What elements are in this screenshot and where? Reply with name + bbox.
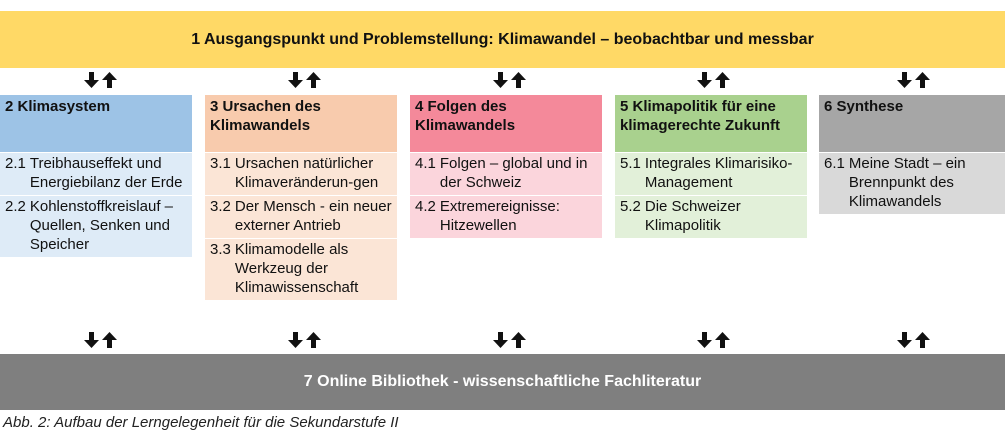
- topic-item: [205, 238, 397, 300]
- column-title: Folgen des Klimawandels: [415, 98, 516, 134]
- topic-text: Klimamodelle als Werkzeug der Klimawissenschaft: [234, 241, 359, 296]
- column-title: Klimasystem: [17, 98, 111, 115]
- topic-text: Kohlenstoffkreislauf – Quellen, Senken und Speicher: [29, 198, 174, 253]
- bottom-banner-label: 7 Online Bibliothek - wissenschaftliche Fachliteratur: [303, 373, 702, 390]
- topic-number: 5.1: [620, 155, 641, 172]
- topic-item: [615, 195, 807, 238]
- bottom-banner: [0, 354, 1005, 410]
- arrow-up-icon: [102, 332, 117, 348]
- column-number: 4: [415, 98, 428, 115]
- topic-number: 2.2: [5, 198, 26, 215]
- top-banner: [0, 11, 1005, 68]
- topic-number: 6.1: [824, 155, 845, 172]
- arrow-up-icon: [915, 332, 930, 348]
- topic-item: [410, 152, 602, 195]
- column-4: [410, 95, 602, 238]
- arrow-up-icon: [102, 72, 117, 88]
- arrow-up-icon: [715, 332, 730, 348]
- topic-number: 3.2: [210, 198, 231, 215]
- topic-number: 4.2: [415, 198, 436, 215]
- arrow-down-icon: [697, 332, 712, 348]
- arrow-down-icon: [84, 332, 99, 348]
- topic-text: Der Mensch - ein neuer externer Antrieb: [234, 198, 392, 234]
- column-number: 6: [824, 98, 837, 115]
- down-up-arrows-icon: [893, 71, 933, 89]
- topic-item: [205, 195, 397, 238]
- down-up-arrows-icon: [693, 71, 733, 89]
- arrow-down-icon: [493, 72, 508, 88]
- topic-text: Folgen – global und in der Schweiz: [439, 155, 588, 191]
- topic-item: [205, 152, 397, 195]
- figure-caption: Abb. 2: Aufbau der Lerngelegenheit für die Sekundarstufe II: [3, 414, 399, 431]
- arrow-up-icon: [306, 332, 321, 348]
- topic-item: [0, 195, 192, 257]
- column-header: [615, 95, 807, 152]
- column-6: [819, 95, 1005, 214]
- down-up-arrows-icon: [693, 331, 733, 349]
- arrow-down-icon: [84, 72, 99, 88]
- down-up-arrows-icon: [489, 331, 529, 349]
- column-5: [615, 95, 807, 238]
- topic-item: [0, 152, 192, 195]
- topic-number: 3.3: [210, 241, 231, 258]
- arrow-up-icon: [511, 72, 526, 88]
- column-number: 5: [620, 98, 633, 115]
- column-3: [205, 95, 397, 300]
- column-header: [819, 95, 1005, 152]
- down-up-arrows-icon: [80, 331, 120, 349]
- column-header: [205, 95, 397, 152]
- top-banner-label: 1 Ausgangspunkt und Problemstellung: Klimawandel – beobachtbar und messbar: [191, 30, 814, 48]
- down-up-arrows-icon: [80, 71, 120, 89]
- topic-text: Integrales Klimarisiko-Management: [644, 155, 793, 191]
- topic-text: Meine Stadt – ein Brennpunkt des Klimawandels: [848, 155, 966, 210]
- column-number: 3: [210, 98, 223, 115]
- column-title: Klimapolitik für eine klimagerechte Zukunft: [620, 98, 781, 134]
- down-up-arrows-icon: [284, 71, 324, 89]
- topic-number: 3.1: [210, 155, 231, 172]
- topic-text: Die Schweizer Klimapolitik: [644, 198, 741, 234]
- down-up-arrows-icon: [489, 71, 529, 89]
- arrow-down-icon: [288, 72, 303, 88]
- topic-text: Extremereignisse: Hitzewellen: [439, 198, 560, 234]
- topic-number: 5.2: [620, 198, 641, 215]
- arrow-up-icon: [915, 72, 930, 88]
- arrow-down-icon: [697, 72, 712, 88]
- topic-text: Ursachen natürlicher Klimaveränderun-gen: [234, 155, 379, 191]
- topic-number: 2.1: [5, 155, 26, 172]
- arrow-up-icon: [306, 72, 321, 88]
- arrow-up-icon: [511, 332, 526, 348]
- topic-number: 4.1: [415, 155, 436, 172]
- arrow-down-icon: [288, 332, 303, 348]
- topic-item: [410, 195, 602, 238]
- column-header: [410, 95, 602, 152]
- arrow-down-icon: [897, 332, 912, 348]
- column-title: Ursachen des Klimawandels: [210, 98, 321, 134]
- topic-text: Treibhauseffekt und Energiebilanz der Erde: [29, 155, 183, 191]
- column-number: 2: [5, 98, 18, 115]
- arrow-up-icon: [715, 72, 730, 88]
- column-title: Synthese: [836, 98, 904, 115]
- topic-item: [615, 152, 807, 195]
- column-header: [0, 95, 192, 152]
- topic-item: [819, 152, 1005, 214]
- arrow-down-icon: [897, 72, 912, 88]
- down-up-arrows-icon: [284, 331, 324, 349]
- down-up-arrows-icon: [893, 331, 933, 349]
- column-2: [0, 95, 192, 257]
- arrow-down-icon: [493, 332, 508, 348]
